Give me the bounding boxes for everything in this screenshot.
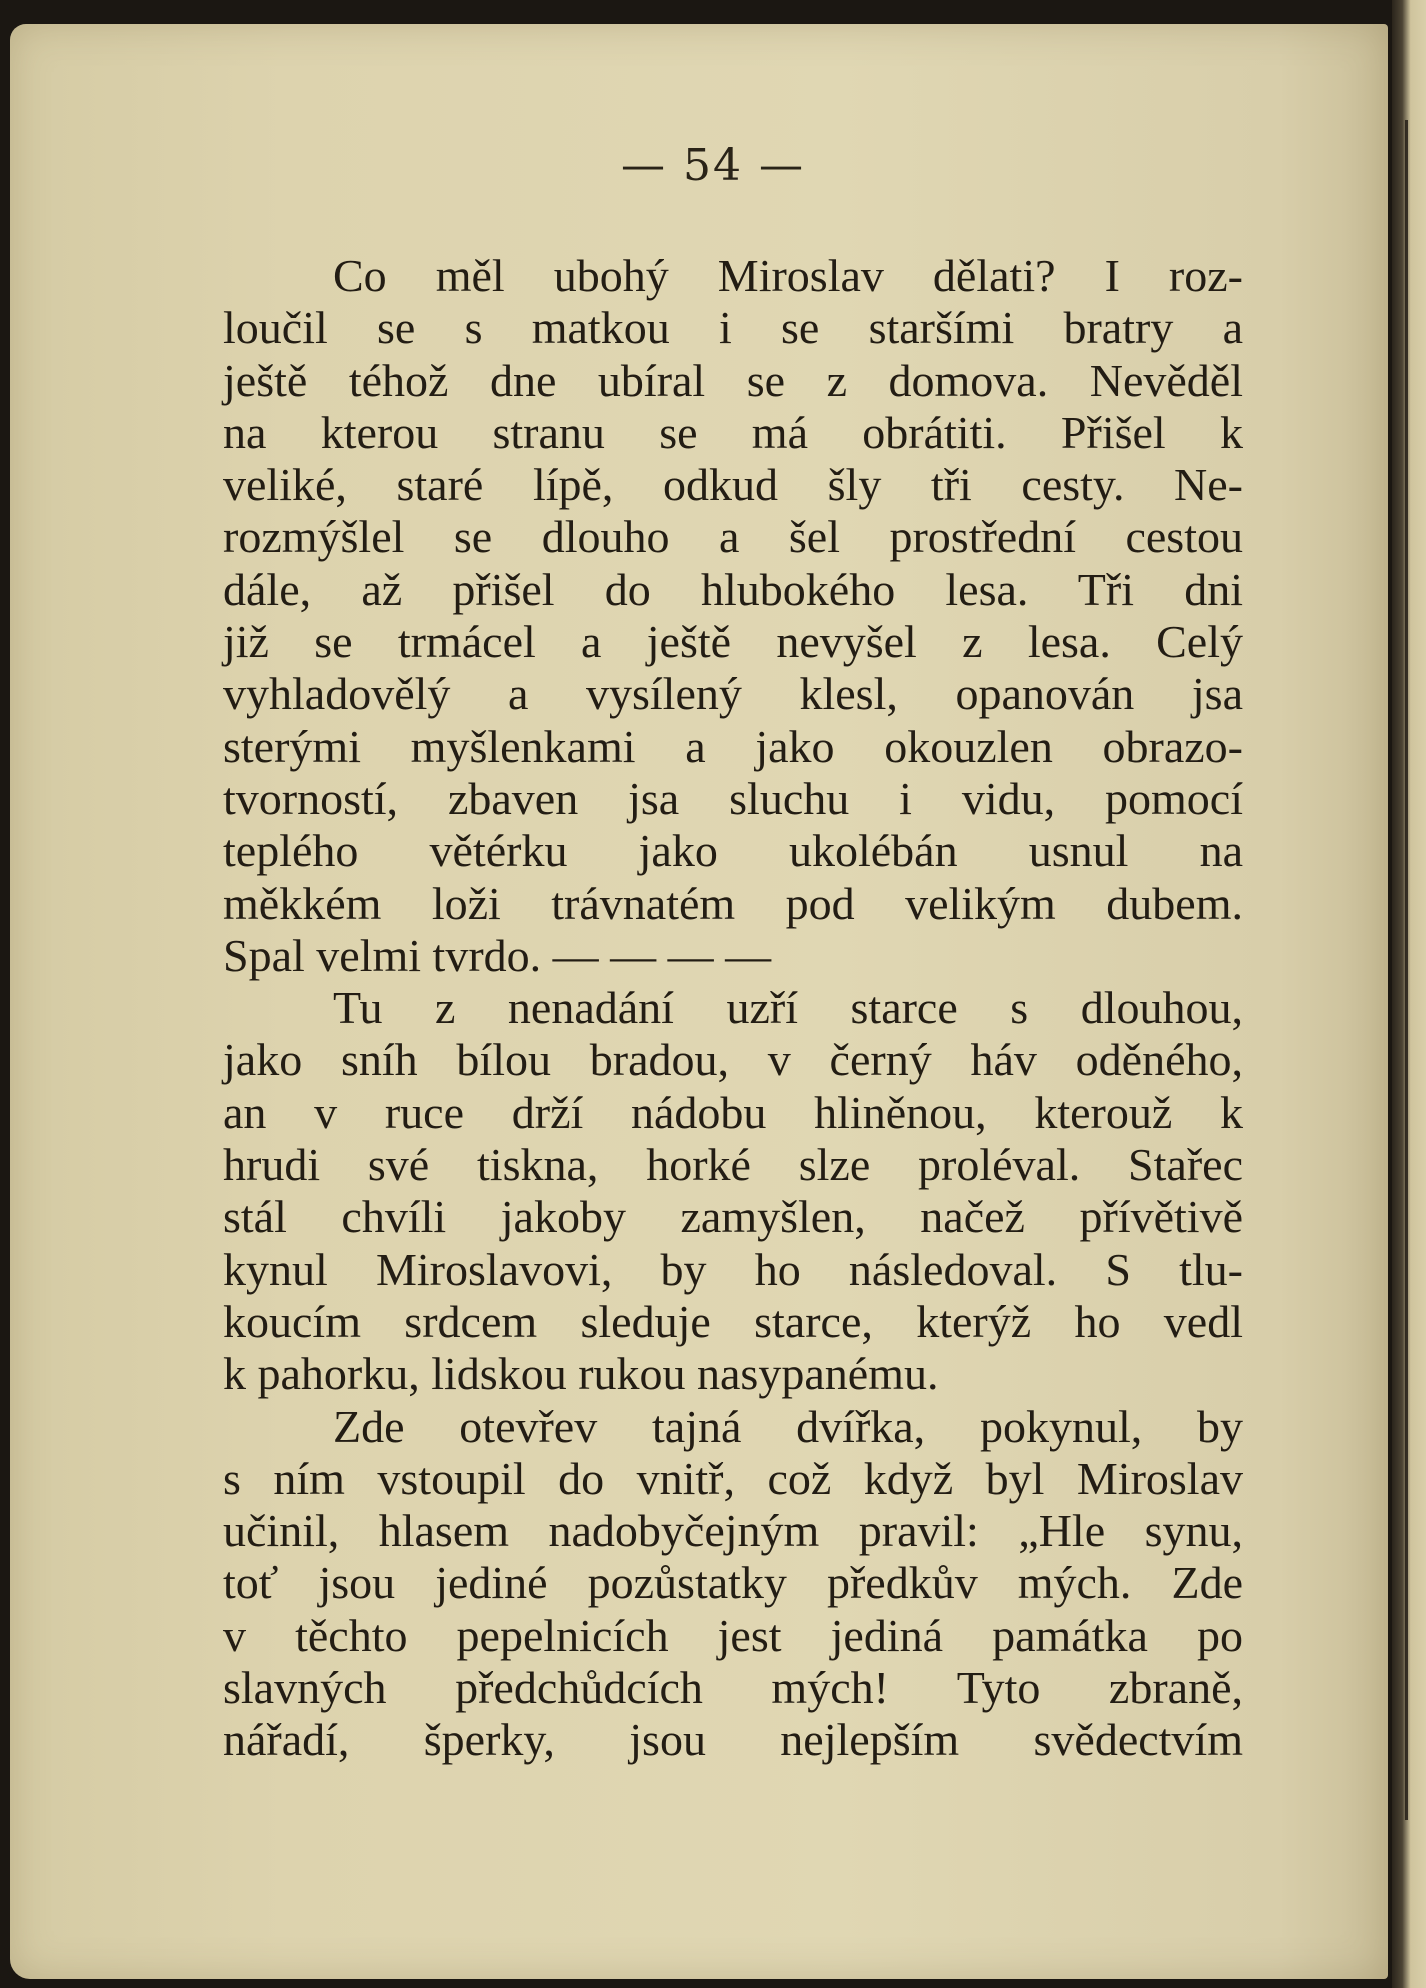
- text-line: Spal velmi tvrdo. — — — —: [223, 929, 772, 981]
- book-edge: [1392, 0, 1426, 1988]
- text-line: vyhladovělý a vysílený klesl, opanován jsa: [223, 668, 1243, 720]
- body-text: [223, 250, 1243, 1767]
- page-number: — 54 —: [621, 140, 805, 191]
- text-line: Zde otevřev tajná dvířka, pokynul, by: [333, 1400, 1243, 1452]
- text-line: teplého větérku jako ukolébán usnul na: [223, 825, 1243, 877]
- text-line: nářadí, šperky, jsou nejlepším svědectvím: [223, 1714, 1243, 1766]
- text-line: v těchto pepelnicích jest jediná památka po: [223, 1609, 1243, 1661]
- text-line: ještě téhož dne ubíral se z domova. Nevěděl: [223, 354, 1243, 406]
- text-line: Tu z nenadání uzří starce s dlouhou,: [333, 982, 1243, 1034]
- text-line: na kterou stranu se má obrátiti. Přišel k: [223, 406, 1243, 458]
- text-line: koucím srdcem sleduje starce, kterýž ho vedl: [223, 1295, 1243, 1347]
- text-line: sterými myšlenkami a jako okouzlen obrazo-: [223, 720, 1243, 772]
- binding-shadow: [1405, 120, 1408, 1820]
- text-line: stál chvíli jakoby zamyšlen, načež přívětivě: [223, 1191, 1243, 1243]
- text-line: loučil se s matkou i se staršími bratry a: [223, 302, 1243, 354]
- text-line: kynul Miroslavovi, by ho následoval. S tlu-: [223, 1243, 1243, 1295]
- text-line: rozmýšlel se dlouho a šel prostřední cestou: [223, 511, 1243, 563]
- text-line: dále, až přišel do hlubokého lesa. Tři dni: [223, 563, 1243, 615]
- text-line: jako sníh bílou bradou, v černý háv oděného,: [223, 1034, 1243, 1086]
- text-line: měkkém loži trávnatém pod velikým dubem.: [223, 877, 1243, 929]
- text-line: slavných předchůdcích mých! Tyto zbraně,: [223, 1662, 1243, 1714]
- text-line: toť jsou jediné pozůstatky předkův mých. Zde: [223, 1557, 1243, 1609]
- text-line: k pahorku, lidskou rukou nasypanému.: [223, 1348, 939, 1400]
- text-line: tvorností, zbaven jsa sluchu i vidu, pomocí: [223, 772, 1243, 824]
- text-line: veliké, staré lípě, odkud šly tři cesty. Ne-: [223, 459, 1243, 511]
- text-line: již se trmácel a ještě nevyšel z lesa. Celý: [223, 616, 1243, 668]
- text-line: an v ruce drží nádobu hliněnou, kterouž k: [223, 1086, 1243, 1138]
- text-line: učinil, hlasem nadobyčejným pravil: „Hle synu,: [223, 1505, 1243, 1557]
- text-line: s ním vstoupil do vnitř, což když byl Miroslav: [223, 1452, 1243, 1504]
- text-line: hrudi své tiskna, horké slze proléval. Stařec: [223, 1139, 1243, 1191]
- text-line: Co měl ubohý Miroslav dělati? I roz-: [333, 250, 1243, 301]
